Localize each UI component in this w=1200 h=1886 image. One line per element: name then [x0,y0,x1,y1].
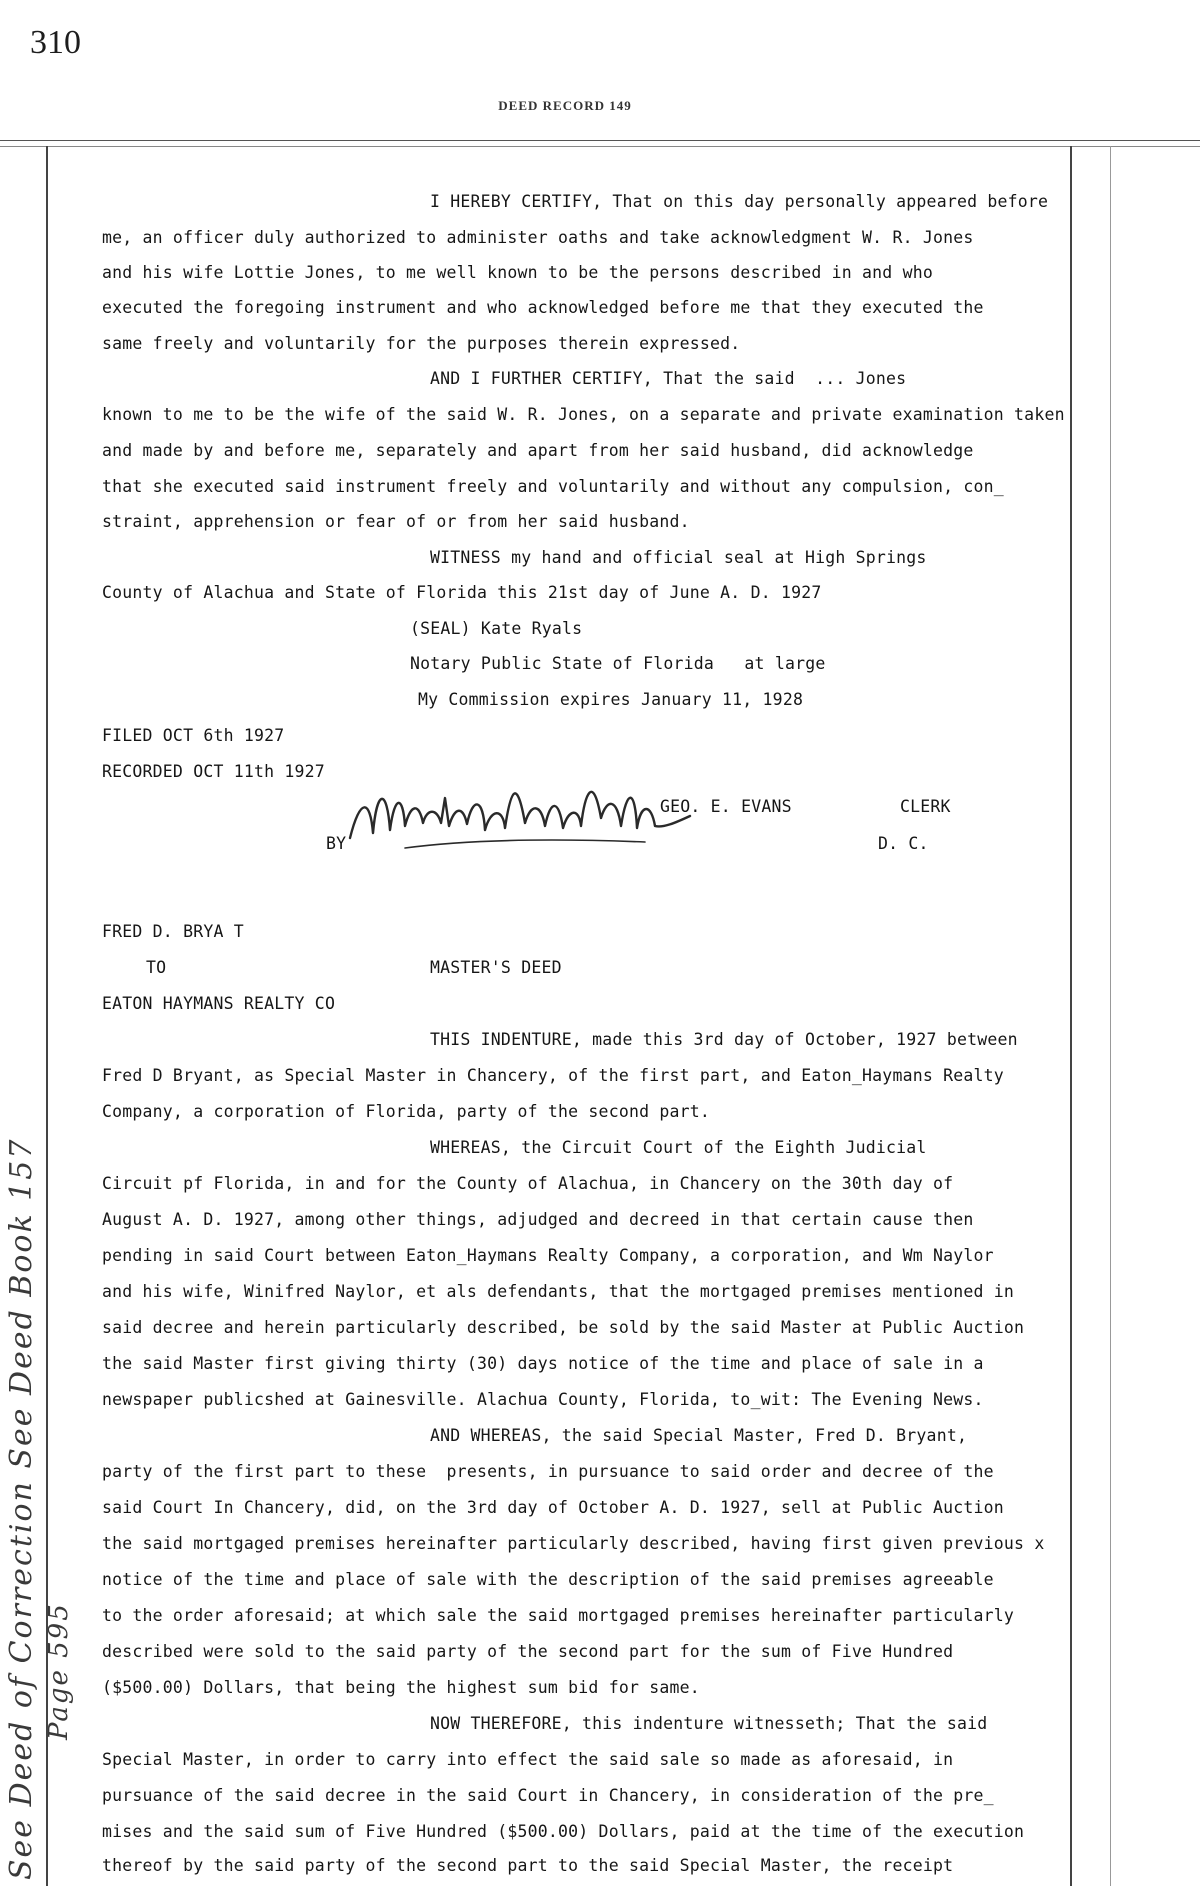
doc-line: to the order aforesaid; at which sale the said mortgaged premises hereinafter particularly [102,1606,1015,1625]
doc-line: executed the foregoing instrument and who acknowledged before me that they executed the [102,298,984,317]
handwritten-signature [345,768,705,878]
doc-line: and his wife Lottie Jones, to me well known to be the persons described in and who [102,263,933,282]
frame-right-rule-outer [1110,146,1111,1886]
doc-line: Circuit pf Florida, in and for the County of Alachua, in Chancery on the 30th day of [102,1174,954,1193]
doc-line: that she executed said instrument freely and voluntarily and without any compulsion, con_ [102,477,1004,496]
frame-top-rule-inner [0,146,1200,147]
doc-line: AND WHEREAS, the said Special Master, Fred D. Bryant, [430,1426,968,1445]
commission-line: My Commission expires January 11, 1928 [418,690,804,709]
doc-line: thereof by the said party of the second part to the said Special Master, the receipt [102,1856,954,1875]
grantor-name: FRED D. BRYA T [102,922,244,941]
doc-line: Fred D Bryant, as Special Master in Chancery, of the first part, and Eaton_Haymans Realty [102,1066,1004,1085]
clerk-name: GEO. E. EVANS [660,797,792,816]
doc-line: AND I FURTHER CERTIFY, That the said ... Jones [430,369,907,388]
doc-line: August A. D. 1927, among other things, adjudged and decreed in that certain cause then [102,1210,974,1229]
doc-line: said decree and herein particularly described, be sold by the said Master at Public Auction [102,1318,1025,1337]
doc-line: THIS INDENTURE, made this 3rd day of October, 1927 between [430,1030,1018,1049]
doc-line: and his wife, Winifred Naylor, et als defendants, that the mortgaged premises mentioned in [102,1282,1015,1301]
deed-title: MASTER'S DEED [430,958,562,977]
doc-line: party of the first part to these presents, in pursuance to said order and decree of the [102,1462,994,1481]
by-label: BY [326,834,347,853]
doc-line: known to me to be the wife of the said W. R. Jones, on a separate and private examination taken [102,405,1065,424]
doc-line: newspaper publicshed at Gainesville. Alachua County, Florida, to_wit: The Evening News. [102,1390,984,1409]
doc-line: mises and the said sum of Five Hundred ($500.00) Dollars, paid at the time of the execution [102,1822,1025,1841]
frame-right-rule [1070,146,1072,1886]
doc-line: County of Alachua and State of Florida this 21st day of June A. D. 1927 [102,583,822,602]
doc-line: WITNESS my hand and official seal at High Springs [430,548,927,567]
doc-line: pending in said Court between Eaton_Haymans Realty Company, a corporation, and Wm Naylor [102,1246,994,1265]
doc-line: WHEREAS, the Circuit Court of the Eighth Judicial [430,1138,927,1157]
doc-line: the said mortgaged premises hereinafter particularly described, having first given previous x [102,1534,1045,1553]
notary-seal-line: (SEAL) Kate Ryals [410,619,583,638]
margin-handwritten-note: See Deed of Correction See Deed Book 157 [4,1137,39,1880]
doc-line: Company, a corporation of Florida, party of the second part. [102,1102,711,1121]
doc-line: same freely and voluntarily for the purposes therein expressed. [102,334,741,353]
doc-line: me, an officer duly authorized to administer oaths and take acknowledgment W. R. Jones [102,228,974,247]
clerk-title: CLERK [900,797,951,816]
doc-line: Special Master, in order to carry into effect the said sale so made as aforesaid, in [102,1750,954,1769]
doc-line: straint, apprehension or fear of or from her said husband. [102,512,690,531]
filed-date: FILED OCT 6th 1927 [102,726,285,745]
page-number: 310 [30,24,81,61]
deputy-clerk-label: D. C. [878,834,929,853]
doc-line: NOW THEREFORE, this indenture witnesseth; That the said [430,1714,988,1733]
doc-line: ($500.00) Dollars, that being the highest sum bid for same. [102,1678,700,1697]
doc-line: described were sold to the said party of the second part for the sum of Five Hundred [102,1642,954,1661]
recorded-date: RECORDED OCT 11th 1927 [102,762,325,781]
doc-line: said Court In Chancery, did, on the 3rd day of October A. D. 1927, sell at Public Auction [102,1498,1004,1517]
grantee-name: EATON HAYMANS REALTY CO [102,994,336,1013]
doc-line: I HEREBY CERTIFY, That on this day personally appeared before [430,192,1049,211]
doc-line: the said Master first giving thirty (30) days notice of the time and place of sale in a [102,1354,984,1373]
frame-top-rule [0,140,1200,141]
margin-handwritten-page-ref: Page 595 [44,1602,74,1740]
notary-title-line: Notary Public State of Florida at large [410,654,826,673]
to-label: TO [146,958,167,977]
doc-line: notice of the time and place of sale with the description of the said premises agreeable [102,1570,994,1589]
doc-line: and made by and before me, separately and apart from her said husband, did acknowledge [102,441,974,460]
record-header: DEED RECORD 149 [498,98,632,113]
doc-line: pursuance of the said decree in the said Court in Chancery, in consideration of the pre_ [102,1786,994,1805]
